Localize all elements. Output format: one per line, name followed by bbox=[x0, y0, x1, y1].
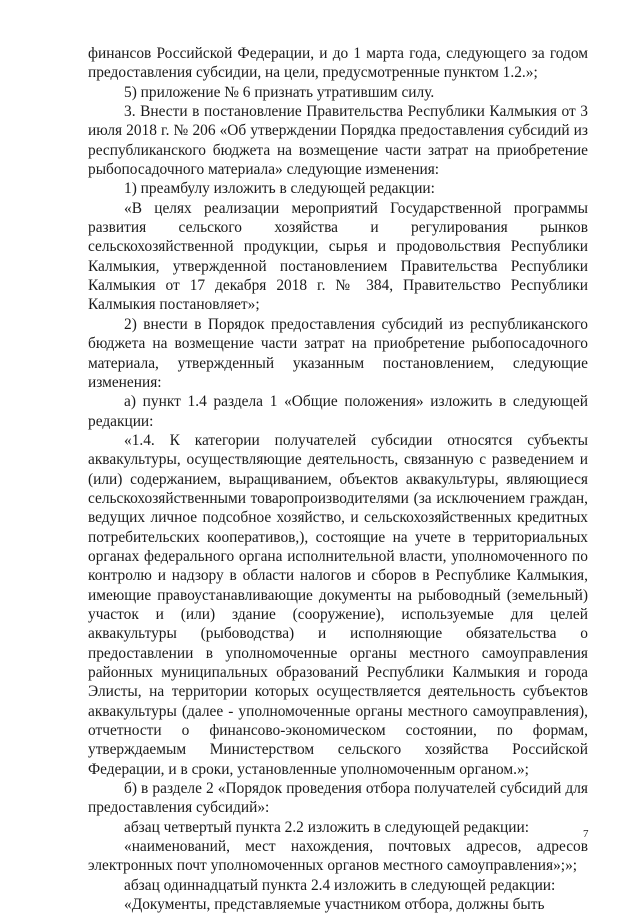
paragraph-6: 2) внести в Порядок предоставления субсидий из республиканского бюджета на возмещение части затрат на приобретение рыбопосадочного материала, утвержденный указанным постановлением, следующие изменения: bbox=[88, 315, 588, 391]
paragraph-1: финансов Российской Федерации, и до 1 марта года, следующего за годом предоставления субсидии, на цели, предусмотренные пунктом 1.2.»; bbox=[88, 45, 588, 82]
paragraph-12: абзац одиннадцатый пункта 2.4 изложить в следующей редакции: bbox=[124, 876, 556, 894]
paragraph-2: 5) приложение № 6 признать утратившим силу. bbox=[124, 83, 435, 101]
paragraph-4: 1) преамбулу изложить в следующей редакции: bbox=[124, 180, 435, 198]
paragraph-3: 3. Внести в постановление Правительства Республики Калмыкия от 3 июля 2018 г. № 206 «Об утверждении Порядка предоставления субсидий из республиканского бюджета на возмещение части затрат на приобретение рыбопосадочного материала» следующие изменения: bbox=[88, 103, 588, 179]
paragraph-7: а) пункт 1.4 раздела 1 «Общие положения» изложить в следующей редакции: bbox=[88, 393, 588, 430]
paragraph-10: абзац четвертый пункта 2.2 изложить в следующей редакции: bbox=[124, 818, 529, 836]
document-body bbox=[88, 44, 588, 914]
paragraph-8: «1.4. К категории получателей субсидии относятся субъекты аквакультуры, осуществляющие деятельность, связанную с разведением и (или) содержанием, выращиванием, объектов аквакультуры, являющиеся сельскохозяйственными товаропроизводителями (за исключением граждан, ведущих личное подсобное хозяйство, и сельскохозяйственных кредитных потребительских кооперативов,), состоящие на учете в территориальных органах федерального органа исполнительной власти, уполномоченного по контролю и надзору в области налогов и сборов в Республике Калмыкия, имеющие правоустанавливающие документы на рыбоводный (земельный) участок и (или) здание (сооружение), используемые для целей аквакультуры (рыбоводства) и исполняющие обязательства о предоставлении в уполномоченные органы местного самоуправления районных муниципальных образований Республики Калмыкия и города Элисты, на территории которых осуществляется деятельность субъектов аквакультуры (далее - уполномоченные органы местного самоуправления), отчетности о финансово-экономическом состоянии, по формам, утверждаемым Министерством сельского хозяйства Российской Федерации, и в сроки, установленные уполномоченным органом.»; bbox=[88, 431, 588, 778]
paragraph-11: «наименований, мест нахождения, почтовых адресов, адресов электронных почт уполномоченных органов местного самоуправления»;»; bbox=[88, 838, 588, 875]
paragraph-9: б) в разделе 2 «Порядок проведения отбора получателей субсидий для предоставления субсидий»: bbox=[88, 780, 588, 817]
paragraph-5: «В целях реализации мероприятий Государственной программы развития сельского хозяйства и регулирования рынков сельскохозяйственной продукции, сырья и продовольствия Республики Калмыкия, утвержденной постановлением Правительства Республики Калмыкия от 17 декабря 2018 г. № 384, Правительство Республики Калмыкия постановляет»; bbox=[88, 199, 588, 314]
paragraph-13: «Документы, представляемые участником отбора, должны быть bbox=[124, 896, 545, 914]
page-number: 7 bbox=[583, 828, 589, 840]
